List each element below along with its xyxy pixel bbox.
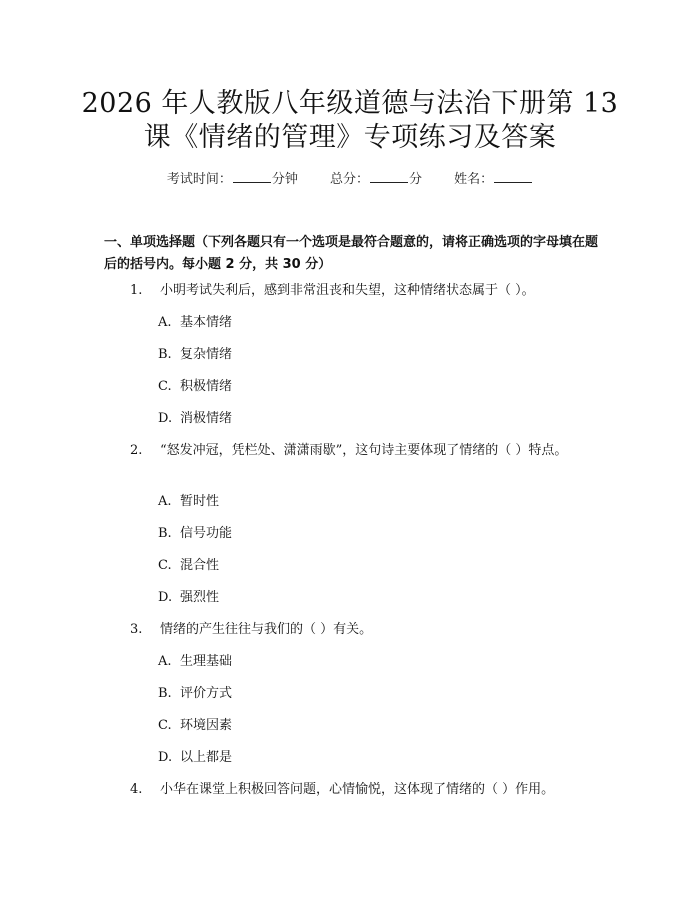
option-letter: D. [158,750,173,765]
option-text: 信号功能 [180,526,233,541]
option-letter: B. [158,526,172,541]
total-score-field [330,168,422,187]
total-score-blank [370,170,408,183]
question-number: 1. [130,283,143,298]
option-text: 以上都是 [180,750,233,765]
question-3-option-c [158,715,232,737]
option-letter: C. [158,718,172,733]
question-number: 3. [130,622,143,637]
option-letter: B. [158,686,172,701]
option-text: 基本情绪 [180,315,233,330]
question-2-option-c [158,555,219,577]
question-2 [104,440,598,462]
question-3-option-d [158,747,232,769]
option-text: 生理基础 [180,654,233,669]
option-letter: B. [158,347,172,362]
question-number: 2. [130,443,143,458]
student-name-field [454,168,533,187]
student-name-blank [494,170,532,183]
option-text: 积极情绪 [180,379,233,394]
option-text: 消极情绪 [180,411,233,426]
question-1-option-b [158,344,232,366]
document-title-line-2: 课《情绪的管理》专项练习及答案 [143,122,557,153]
section-heading: 一、单项选择题（下列各题只有一个选项是最符合题意的，请将正确选项的字母填在题后的括号内。每小题 2 分，共 30 分） [104,235,599,272]
exam-time-unit: 分钟 [271,172,298,187]
option-letter: A. [158,494,172,509]
option-letter: A. [158,315,172,330]
question-3-option-b [158,683,232,705]
option-letter: D. [158,590,173,605]
question-2-option-d [158,587,219,609]
document-title-line-1: 2026 年人教版八年级道德与法治下册第 13 [81,88,619,119]
option-letter: A. [158,654,172,669]
question-1-option-d [158,408,232,430]
question-4 [104,779,598,801]
question-1 [104,280,598,302]
question-1-option-a [158,312,232,334]
question-2-option-b [158,523,232,545]
option-text: 评价方式 [180,686,233,701]
question-text: 情绪的产生往往与我们的（ ）有关。 [160,622,373,637]
option-text: 混合性 [180,558,220,573]
question-text: 小明考试失利后，感到非常沮丧和失望，这种情绪状态属于（ ）。 [160,283,535,298]
question-text: 小华在课堂上积极回答问题，心情愉悦，这体现了情绪的（ ）作用。 [160,782,555,797]
question-number: 4. [130,782,143,797]
option-letter: C. [158,558,172,573]
student-name-label: 姓名： [454,172,494,187]
exam-time-label: 考试时间： [166,172,232,187]
question-text: “怒发冲冠，凭栏处、潇潇雨歇”，这句诗主要体现了情绪的（ ）特点。 [160,443,568,458]
exam-meta-line [0,168,700,187]
option-text: 环境因素 [180,718,233,733]
option-letter: C. [158,379,172,394]
total-score-unit: 分 [409,172,423,187]
question-2-option-a [158,491,219,513]
question-3 [104,619,598,641]
total-score-label: 总分： [329,172,369,187]
option-text: 强烈性 [180,590,220,605]
exam-time-blank [233,170,271,183]
question-1-option-c [158,376,232,398]
option-text: 复杂情绪 [180,347,233,362]
option-letter: D. [158,411,173,426]
option-text: 暂时性 [180,494,220,509]
question-3-option-a [158,651,232,673]
exam-time-field [167,168,298,187]
